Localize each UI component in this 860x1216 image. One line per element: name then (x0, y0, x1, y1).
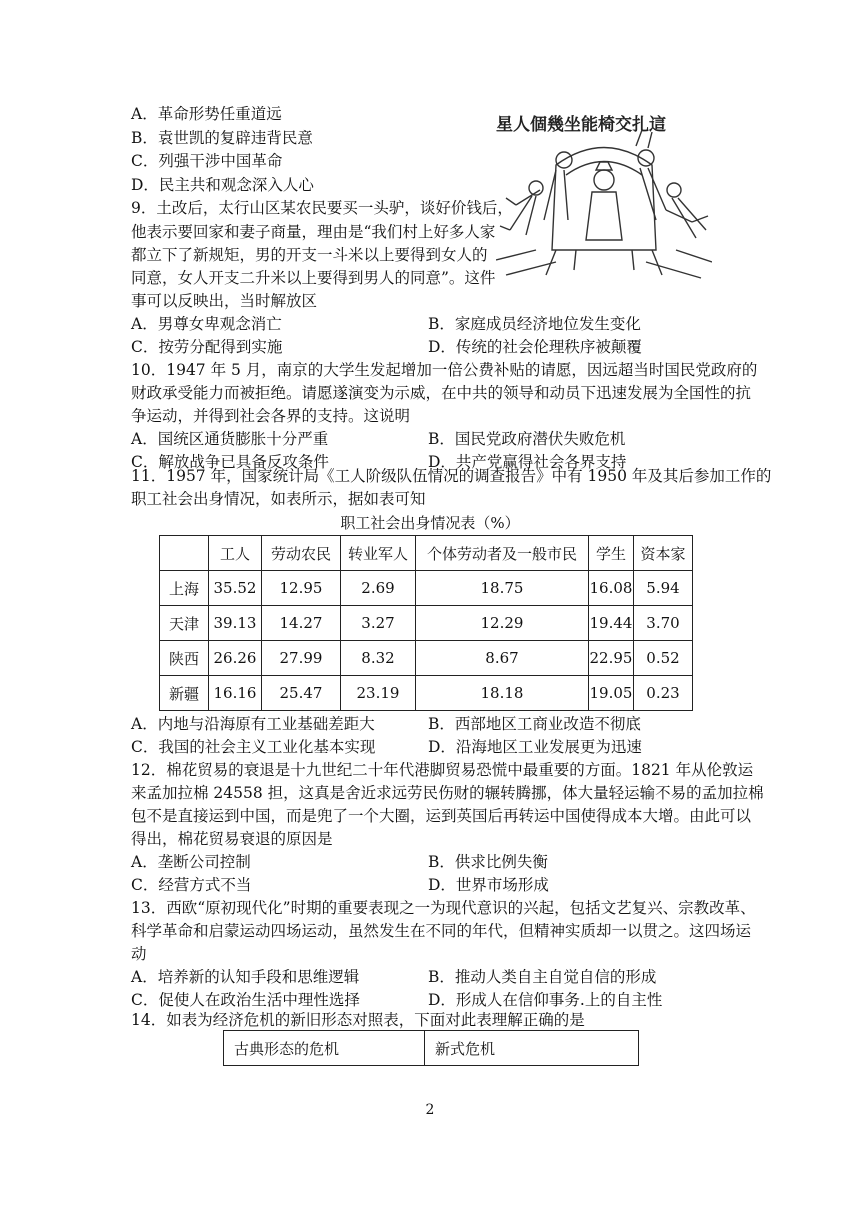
table-header-cell: 资本家 (634, 536, 693, 571)
crisis-comparison-table (223, 1030, 639, 1066)
q9-stem-line: 他表示要回家和妻子商量，理由是“我们村上好多人家 (131, 223, 496, 241)
table-cell: 12.29 (416, 606, 589, 641)
cartoon-drawing-icon (496, 110, 712, 282)
social-origin-table (159, 535, 693, 711)
q12-stem-line: 得出，棉花贸易衰退的原因是 (131, 830, 333, 848)
political-cartoon (496, 110, 712, 282)
table-row (160, 641, 693, 676)
q13-stem-line: 13．西欧“原初现代化”时期的重要表现之一为现代意识的兴起，包括文艺复兴、宗教改革、 (131, 899, 756, 917)
table-cell: 5.94 (634, 571, 693, 606)
table-row (160, 676, 693, 711)
q10-stem-line: 10．1947 年 5 月，南京的大学生发起增加一倍公费补贴的请愿，因远超当时国民党政府的 (131, 361, 758, 379)
q9-stem-line: 同意，女人开支二升米以上要得到男人的同意”。这件 (131, 269, 496, 287)
table-header-row (224, 1031, 639, 1066)
cartoon-caption: 星人個幾坐能椅交扎這 (496, 115, 666, 135)
table-header-row (160, 536, 693, 571)
table-cell: 27.99 (262, 641, 341, 676)
q9-option-c: C．按劳分配得到实施 (131, 338, 283, 356)
table-header-cell: 个体劳动者及一般市民 (416, 536, 589, 571)
table-cell: 23.19 (341, 676, 416, 711)
table-cell: 上海 (160, 571, 209, 606)
table-cell: 26.26 (209, 641, 262, 676)
q13-stem-line: 动 (131, 945, 147, 963)
q12-stem-line: 包不是直接运到中国，而是兜了一个大圈，运到英国后再转运中国使得成本大增。由此可以 (131, 807, 752, 825)
q8-option-a: A．革命形势任重道远 (131, 105, 282, 123)
q11-option-d: D．沿海地区工业发展更为迅速 (428, 738, 642, 756)
table-row (160, 571, 693, 606)
q10-option-c: C．解放战争已具备反攻条件 (131, 453, 329, 471)
table-header-cell: 劳动农民 (262, 536, 341, 571)
q10-option-d: D．共产党赢得社会各界支持 (428, 453, 627, 471)
q11-option-b: B．西部地区工商业改造不彻底 (428, 715, 641, 733)
table-caption: 职工社会出身情况表（%） (340, 514, 520, 532)
table-header-cell: 学生 (589, 536, 634, 571)
table-cell: 12.95 (262, 571, 341, 606)
table-cell: 19.05 (589, 676, 634, 711)
q8-option-d: D．民主共和观念深入人心 (131, 176, 314, 194)
q12-option-c: C．经营方式不当 (131, 876, 252, 894)
q13-option-c: C．促使人在政治生活中理性选择 (131, 991, 360, 1009)
q14-stem-line: 14．如表为经济危机的新旧形态对照表，下面对此表理解正确的是 (131, 1011, 585, 1029)
q12-stem-line: 来孟加拉棉 24558 担，这真是舍近求远劳民伤财的辗转腾挪，体大量轻运输不易的孟加拉棉 (131, 784, 764, 802)
table-cell: 39.13 (209, 606, 262, 641)
table-cell: 18.18 (416, 676, 589, 711)
q13-option-b: B．推动人类自主自觉自信的形成 (428, 968, 657, 986)
q8-option-c: C．列强干涉中国革命 (131, 152, 283, 170)
table-cell: 14.27 (262, 606, 341, 641)
table-cell: 16.08 (589, 571, 634, 606)
q11-option-c: C．我国的社会主义工业化基本实现 (131, 738, 376, 756)
q9-option-d: D．传统的社会伦理秩序被颠覆 (428, 338, 642, 356)
q12-option-a: A．垄断公司控制 (131, 853, 251, 871)
table-cell: 0.52 (634, 641, 693, 676)
table-header-cell (160, 536, 209, 571)
q9-option-b: B．家庭成员经济地位发生变化 (428, 315, 641, 333)
table-cell: 19.44 (589, 606, 634, 641)
q9-stem-line: 都立下了新规矩，男的开支一斗米以上要得到女人的 (131, 246, 488, 264)
table-cell: 22.95 (589, 641, 634, 676)
table-header-cell: 古典形态的危机 (224, 1031, 425, 1066)
q12-option-d: D．世界市场形成 (428, 876, 549, 894)
q9-option-a: A．男尊女卑观念消亡 (131, 315, 282, 333)
table-header-cell: 转业军人 (341, 536, 416, 571)
table-cell: 3.27 (341, 606, 416, 641)
table-cell: 新疆 (160, 676, 209, 711)
page-number: 2 (425, 1102, 435, 1118)
table-cell: 3.70 (634, 606, 693, 641)
q10-stem-line: 财政承受能力而被拒绝。请愿遂演变为示威，在中共的领导和动员下迅速发展为全国性的抗 (131, 384, 752, 402)
q13-option-d: D．形成人在信仰事务.上的自主性 (428, 991, 663, 1009)
q12-option-b: B．供求比例失衡 (428, 853, 548, 871)
q12-stem-line: 12．棉花贸易的衰退是十九世纪二十年代港脚贸易恐慌中最重要的方面。1821 年从伦敦运 (131, 761, 754, 779)
q13-option-a: A．培养新的认知手段和思维逻辑 (131, 968, 360, 986)
table-cell: 35.52 (209, 571, 262, 606)
q9-stem-line: 9．土改后，太行山区某农民要买一头驴，谈好价钱后， (131, 199, 513, 217)
table-cell: 25.47 (262, 676, 341, 711)
q10-stem-line: 争运动，并得到社会各界的支持。这说明 (131, 407, 411, 425)
q10-option-a: A．国统区通货膨胀十分严重 (131, 430, 329, 448)
table-cell: 天津 (160, 606, 209, 641)
q8-option-b: B．袁世凯的复辟违背民意 (131, 129, 313, 147)
table-cell: 8.67 (416, 641, 589, 676)
q10-option-b: B．国民党政府潜伏失败危机 (428, 430, 626, 448)
table-cell: 0.23 (634, 676, 693, 711)
table-header-cell: 工人 (209, 536, 262, 571)
q11-stem-line: 职工社会出身情况，如表所示，据如表可知 (131, 490, 426, 508)
table-cell: 陕西 (160, 641, 209, 676)
table-header-cell: 新式危机 (425, 1031, 639, 1066)
table-cell: 8.32 (341, 641, 416, 676)
q11-option-a: A．内地与沿海原有工业基础差距大 (131, 715, 375, 733)
table-cell: 16.16 (209, 676, 262, 711)
table-cell: 2.69 (341, 571, 416, 606)
q9-stem-line: 事可以反映出，当时解放区 (131, 292, 318, 310)
table-row (160, 606, 693, 641)
q11-stem-line: 11．1957 年，国家统计局《工人阶级队伍情况的调查报告》中有 1950 年及其后参加工作的 (131, 467, 772, 485)
table-cell: 18.75 (416, 571, 589, 606)
q13-stem-line: 科学革命和启蒙运动四场运动，虽然发生在不同的年代，但精神实质却一以贯之。这四场运 (131, 922, 752, 940)
